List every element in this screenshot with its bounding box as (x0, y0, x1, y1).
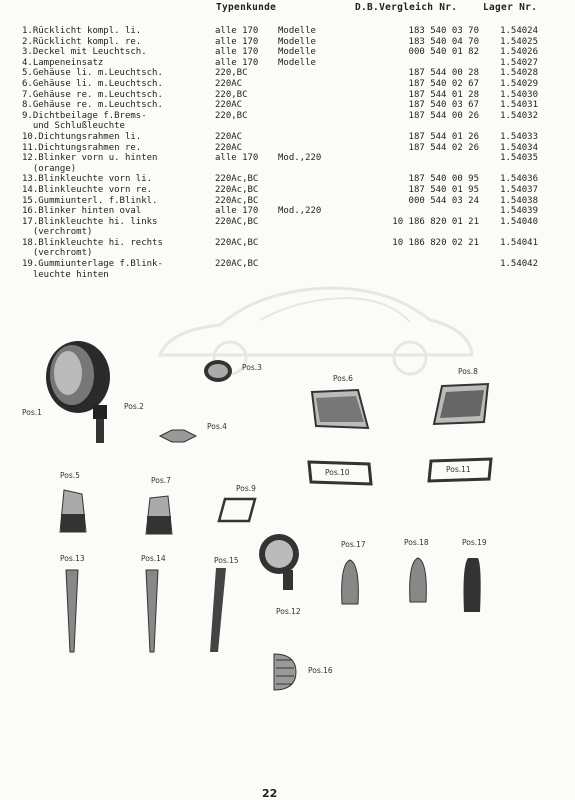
table-row (22, 58, 538, 69)
page-number: 22 (262, 787, 278, 800)
cell-models (278, 79, 361, 90)
label-pos-15: Pos.15 (214, 556, 239, 565)
cell-models (278, 121, 361, 132)
cell-type: 220Ac,BC (215, 184, 259, 195)
label-pos-13: Pos.13 (60, 554, 85, 563)
cell-db: 187 540 03 67 (408, 100, 479, 111)
cell-db (361, 58, 493, 69)
label-pos-16-second: Pos.16 (308, 666, 333, 675)
cell-desc: 1.Rücklicht kompl. li. (22, 26, 142, 36)
cell-db: 187 544 01 26 (408, 131, 479, 142)
table-row (22, 79, 538, 90)
cell-lager: 1.54038 (500, 195, 538, 206)
cell-type: 220AC,BC (215, 216, 259, 227)
header-lager: Lager Nr. (483, 2, 538, 13)
cell-lager: 1.54039 (500, 206, 538, 217)
housing-right-icon (432, 382, 492, 426)
cell-db: 10 186 820 01 21 (392, 216, 479, 227)
cell-models (278, 227, 361, 238)
cell-type: 220AC,BC (215, 259, 259, 270)
table-row (22, 196, 538, 207)
tail-light-complete-icon (38, 335, 123, 445)
cell-db (361, 227, 493, 238)
cell-desc: 4.Lampeneinsatz (22, 57, 104, 68)
cell-models (278, 259, 361, 270)
cell-db: 000 544 03 24 (408, 195, 479, 206)
cell-models (278, 238, 361, 249)
housing-220bc-left-icon (58, 488, 88, 534)
label-pos-12: Pos.12 (276, 607, 301, 616)
table-row (22, 143, 538, 154)
table-row (22, 174, 538, 185)
table-row (22, 270, 538, 281)
cell-type: 220AC,BC (215, 237, 259, 248)
cell-desc: 9.Dichtbeilage f.Brems- (22, 110, 147, 121)
cell-lager: 1.54026 (500, 47, 538, 58)
cell-lager: 1.54032 (500, 110, 538, 121)
cell-lager: 1.54027 (500, 57, 538, 68)
cell-models: Modelle (278, 57, 316, 68)
front-indicator-left-icon (62, 566, 82, 654)
cell-db: 183 540 03 70 (408, 26, 479, 36)
cell-desc: 6.Gehäuse li. m.Leuchtsch. (22, 78, 163, 89)
cell-db (361, 121, 493, 132)
car-watermark-icon (150, 270, 480, 380)
cell-type: 220,BC (215, 68, 248, 79)
label-pos-3: Pos.3 (242, 363, 262, 372)
table-row (22, 206, 538, 217)
cell-db (361, 153, 493, 164)
cell-type: alle 170 (215, 153, 259, 164)
cell-lager: 1.54037 (500, 184, 538, 195)
cell-desc: (verchromt) (22, 248, 93, 259)
cell-db: 187 544 01 28 (408, 89, 479, 100)
cell-lager (493, 248, 538, 259)
label-pos-11: Pos.11 (446, 465, 471, 474)
rear-indicator-oval-icon (270, 650, 298, 694)
cell-desc: 5.Gehäuse li. m.Leuchtsch. (22, 68, 163, 79)
cell-models (278, 143, 361, 154)
cell-desc: 14.Blinkleuchte vorn re. (22, 184, 153, 195)
cell-desc: 19.Gummiunterlage f.Blink- (22, 259, 163, 270)
cell-models (278, 100, 361, 111)
cell-desc: 15.Gummiunterl. f.Blinkl. (22, 195, 158, 206)
cell-desc: 11.Dichtungsrahmen re. (22, 142, 142, 153)
front-indicator-right-icon (142, 566, 162, 654)
table-row (22, 47, 538, 58)
cell-models (278, 248, 361, 259)
cell-models: Mod.,220 (278, 153, 322, 164)
cell-db: 187 544 00 26 (408, 110, 479, 121)
cell-desc: 17.Blinkleuchte hi. links (22, 216, 158, 227)
cell-lager: 1.54028 (500, 68, 538, 79)
label-pos-18: Pos.18 (404, 538, 429, 547)
cell-type: 220,BC (215, 89, 248, 100)
housing-220bc-right-icon (144, 494, 174, 536)
table-row (22, 185, 538, 196)
label-pos-7: Pos.7 (151, 476, 171, 485)
cell-desc: 12.Blinker vorn u. hinten (22, 153, 158, 164)
cell-desc: 13.Blinkleuchte vorn li. (22, 174, 153, 185)
label-pos-19: Pos.19 (462, 538, 487, 547)
header-db-vergleich: D.B.Vergleich Nr. (355, 2, 458, 13)
cell-lager (493, 270, 538, 281)
table-row (22, 132, 538, 143)
cell-lager: 1.54031 (500, 100, 538, 111)
cell-desc: leuchte hinten (22, 269, 109, 280)
cell-type (215, 270, 278, 281)
cell-lager: 1.54040 (500, 216, 538, 227)
cell-lager (493, 121, 538, 132)
indicator-front-rear-icon (255, 530, 305, 592)
label-pos-1: Pos.1 (22, 408, 42, 417)
cell-db: 187 540 02 67 (408, 78, 479, 89)
table-row (22, 153, 538, 164)
cover-with-lens-icon (202, 358, 234, 384)
table-row (22, 227, 538, 238)
table-row (22, 248, 538, 259)
label-pos-4: Pos.4 (207, 422, 227, 431)
table-row (22, 164, 538, 175)
cell-db: 187 544 02 26 (408, 142, 479, 153)
label-pos-14: Pos.14 (141, 554, 166, 563)
gasket-icon (215, 495, 259, 525)
cell-models (278, 111, 361, 122)
cell-db (361, 164, 493, 175)
cell-lager: 1.54025 (500, 36, 538, 47)
cell-type: 220Ac,BC (215, 174, 259, 185)
label-pos-8: Pos.8 (458, 367, 478, 376)
housing-left-icon (310, 388, 370, 430)
table-row (22, 68, 538, 79)
cell-desc: 8.Gehäuse re. m.Leuchtsch. (22, 100, 163, 111)
cell-type: 220Ac,BC (215, 195, 259, 206)
cell-type: alle 170 (215, 36, 259, 47)
cell-models (278, 185, 361, 196)
cell-models (278, 90, 361, 101)
rear-indicator-left-icon (338, 558, 362, 606)
cell-lager: 1.54030 (500, 89, 538, 100)
cell-lager: 1.54042 (500, 259, 538, 270)
cell-models (278, 196, 361, 207)
cell-type: 220,BC (215, 110, 248, 121)
cell-type: alle 170 (215, 57, 259, 68)
cell-models (278, 164, 361, 175)
cell-db: 000 540 01 82 (408, 47, 479, 58)
cell-models (278, 132, 361, 143)
lamp-insert-icon (158, 428, 198, 444)
cell-db: 187 544 00 28 (408, 68, 479, 79)
table-row (22, 259, 538, 270)
cell-models (278, 217, 361, 228)
label-pos-6: Pos.6 (333, 374, 353, 383)
cell-db: 187 540 01 95 (408, 184, 479, 195)
cell-lager: 1.54024 (500, 26, 538, 36)
rubber-pad-indicator-icon (206, 566, 230, 654)
cell-type (215, 164, 278, 175)
label-pos-9: Pos.9 (236, 484, 256, 493)
label-pos-2: Pos.2 (124, 402, 144, 411)
cell-lager (493, 227, 538, 238)
cell-type: alle 170 (215, 206, 259, 217)
cell-type: alle 170 (215, 47, 259, 58)
cell-desc: und Schlußleuchte (22, 121, 125, 132)
cell-db: 187 540 00 95 (408, 174, 479, 185)
cell-models: Modelle (278, 26, 316, 36)
cell-models (278, 174, 361, 185)
header-typenkunde: Typenkunde (216, 2, 277, 13)
table-row (22, 26, 538, 37)
table-row (22, 111, 538, 122)
cell-desc: 10.Dichtungsrahmen li. (22, 131, 142, 142)
cell-models: Modelle (278, 36, 316, 47)
table-row (22, 90, 538, 101)
cell-db (361, 270, 493, 281)
table-row (22, 100, 538, 111)
cell-lager: 1.54029 (500, 78, 538, 89)
cell-type (215, 121, 278, 132)
cell-type: 220AC (215, 131, 243, 142)
cell-desc: (verchromt) (22, 227, 93, 238)
label-pos-17: Pos.17 (341, 540, 366, 549)
cell-desc: (orange) (22, 163, 77, 174)
cell-models (278, 68, 361, 79)
cell-db (361, 248, 493, 259)
rear-indicator-right-icon (406, 556, 430, 604)
cell-models (278, 270, 361, 281)
cell-type: 220AC (215, 100, 243, 111)
cell-lager: 1.54035 (500, 153, 538, 164)
cell-desc: 7.Gehäuse re. m.Leuchtsch. (22, 89, 163, 100)
table-row (22, 37, 538, 48)
cell-type: 220AC (215, 78, 243, 89)
cell-db: 183 540 04 70 (408, 36, 479, 47)
cell-type (215, 248, 278, 259)
cell-db: 10 186 820 02 21 (392, 237, 479, 248)
cell-lager (493, 164, 538, 175)
cell-type: 220AC (215, 142, 243, 153)
parts-table (22, 26, 538, 280)
cell-lager: 1.54034 (500, 142, 538, 153)
table-row (22, 217, 538, 228)
cell-lager: 1.54036 (500, 174, 538, 185)
table-row (22, 238, 538, 249)
cell-desc: 2.Rücklicht kompl. re. (22, 36, 142, 47)
cell-desc: 3.Deckel mit Leuchtsch. (22, 47, 147, 58)
cell-db (361, 259, 493, 270)
cell-lager: 1.54041 (500, 237, 538, 248)
table-row (22, 121, 538, 132)
rubber-pad-rear-icon (460, 556, 484, 614)
cell-type (215, 227, 278, 238)
label-pos-10: Pos.10 (325, 468, 350, 477)
label-pos-5: Pos.5 (60, 471, 80, 480)
cell-desc: 16.Blinker hinten oval (22, 206, 142, 217)
cell-type: alle 170 (215, 26, 259, 36)
cell-models: Modelle (278, 47, 316, 58)
cell-models: Mod.,220 (278, 206, 322, 217)
cell-db (361, 206, 493, 217)
cell-desc: 18.Blinkleuchte hi. rechts (22, 237, 163, 248)
cell-lager: 1.54033 (500, 131, 538, 142)
